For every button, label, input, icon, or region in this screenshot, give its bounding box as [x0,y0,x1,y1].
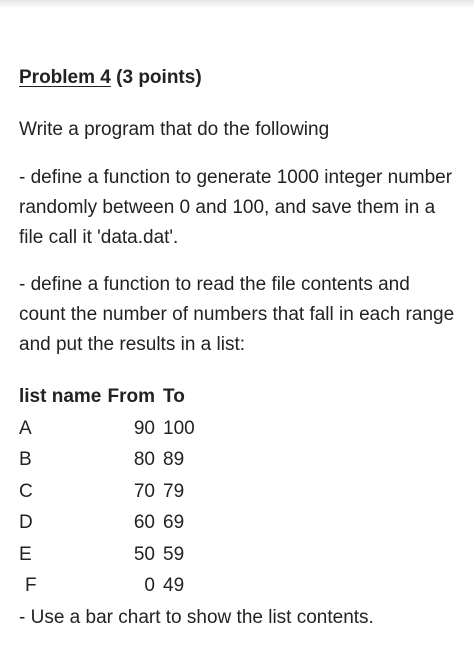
problem-title [19,64,459,92]
row-name: B [19,449,32,471]
row-from: 70 [133,480,155,502]
problem-points: (3 points) [110,67,202,88]
top-edge-shadow [0,0,474,8]
task-bar-chart: - Use a bar chart to show the list contents. [19,607,374,628]
table-row [19,476,223,508]
row-from: 0 [144,575,155,597]
row-to: 79 [163,480,185,502]
ranges-table [19,381,223,602]
header-list-name: list name [19,386,102,407]
header-to: To [163,386,185,407]
row-to: 69 [163,512,185,534]
ranges-table-header [19,381,223,413]
problem-number: Problem 4 [19,67,111,88]
header-from: From [107,386,155,407]
row-from: 80 [133,449,155,471]
row-name: E [19,543,32,565]
table-row [19,539,223,571]
row-from: 50 [133,543,155,565]
row-from: 60 [133,512,155,534]
row-from: 90 [133,417,155,439]
row-to: 59 [163,543,185,565]
problem-intro: Write a program that do the following [19,119,330,140]
task-generate-numbers: - define a function to generate 1000 integer number randomly between 0 and 100, and save them in a file call it 'data.dat'. [19,167,453,248]
row-to: 89 [163,449,185,471]
row-to: 100 [163,417,195,439]
row-to: 49 [163,575,185,597]
row-name: D [19,512,33,534]
row-name: F [25,575,37,597]
row-name: A [19,417,32,439]
table-row [19,508,223,540]
table-row [19,445,223,477]
table-row [19,571,223,603]
table-row [19,413,223,445]
row-name: C [19,480,33,502]
problem-document [19,64,459,633]
task-count-ranges: - define a function to read the file contents and count the number of numbers that fall in each range and put the results in a list: [19,274,455,355]
